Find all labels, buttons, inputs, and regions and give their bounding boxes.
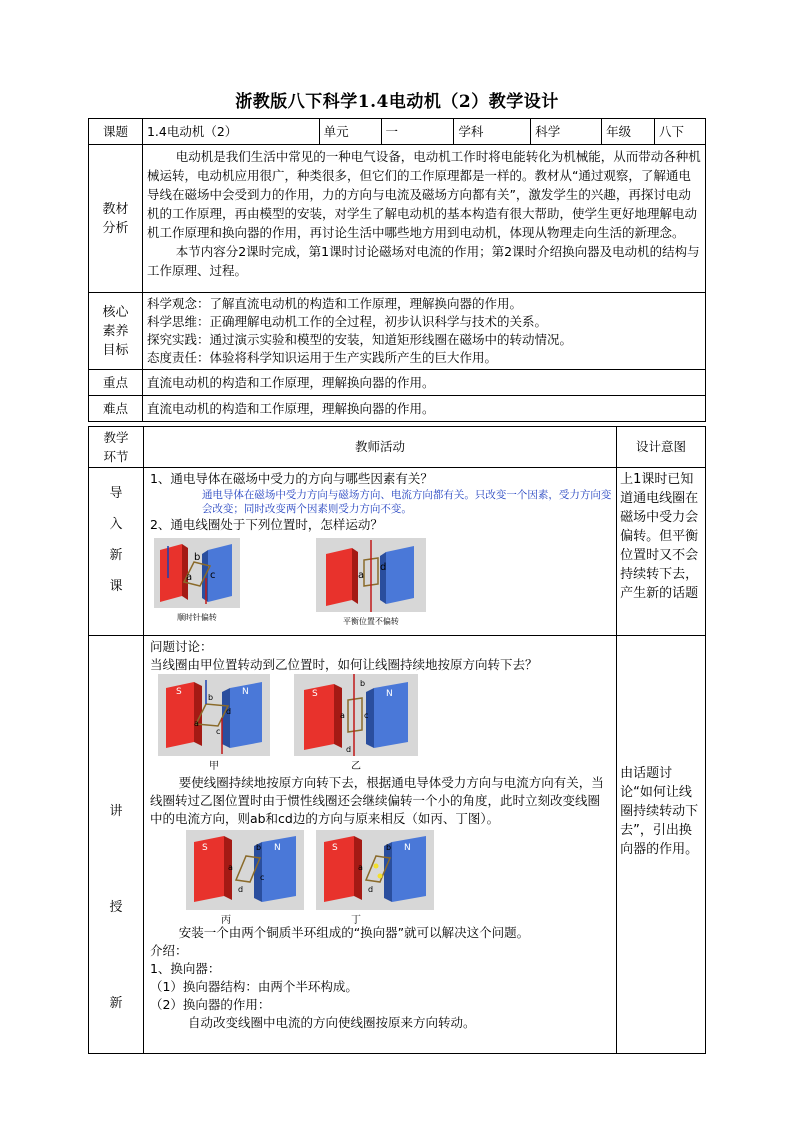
svg-text:a: a bbox=[357, 863, 363, 872]
intro-question-1: 1、通电导体在磁场中受力的方向与哪些因素有关？ bbox=[149, 471, 433, 486]
key-label: 重点 bbox=[89, 370, 143, 396]
caption-ding: 丁 bbox=[350, 915, 361, 926]
intro-answer: 通电导体在磁场中受力方向与磁场方向、电流方向都有关。只改变一个因素，受力方向变会改变；同时改变两个因素则受力方向不变。 bbox=[201, 489, 612, 515]
commutator-structure: （1）换向器结构：由两个半环构成。 bbox=[149, 979, 358, 994]
intro-intent: 上1课时已知道通电线圈在磁场中受力会偏转。但平衡位置时又不会持续转下去，产生新的话题 bbox=[620, 472, 699, 601]
discussion-label: 问题讨论： bbox=[149, 639, 213, 654]
stage-char: 新 bbox=[109, 996, 123, 1011]
coil-figure-jia bbox=[158, 674, 270, 756]
caption-yi: 乙 bbox=[350, 761, 361, 772]
discussion-question: 当线圈由甲位置转动到乙位置时，如何让线圈持续地按原方向转下去？ bbox=[149, 657, 538, 672]
svg-text:d: d bbox=[225, 707, 232, 716]
coil-figure-ding bbox=[316, 830, 434, 910]
stage-char: 导 bbox=[109, 486, 123, 501]
caption-balance: 平衡位置不偏转 bbox=[342, 617, 399, 626]
caption-clockwise: 顺时针偏转 bbox=[176, 613, 217, 622]
commutator-function-detail: 自动改变线圈中电流的方向使线圈按原来方向转动。 bbox=[187, 1015, 476, 1030]
literacy-label bbox=[89, 293, 143, 370]
svg-text:S: S bbox=[331, 843, 338, 853]
svg-text:d: d bbox=[379, 562, 387, 573]
svg-text:N: N bbox=[403, 843, 411, 853]
header-teacher: 教师活动 bbox=[143, 427, 616, 468]
svg-text:c: c bbox=[259, 873, 265, 882]
caption-jia: 甲 bbox=[208, 761, 219, 772]
coil-figure-bing bbox=[186, 830, 304, 910]
grade-value: 八下 bbox=[655, 119, 706, 145]
svg-text:N: N bbox=[241, 687, 249, 697]
coil-figure-clockwise bbox=[154, 538, 240, 608]
subject-value: 科学 bbox=[531, 119, 602, 145]
header-intent: 设计意图 bbox=[617, 427, 706, 468]
info-table bbox=[88, 118, 706, 422]
svg-text:a: a bbox=[193, 719, 199, 728]
stage-char: 讲 bbox=[109, 804, 123, 819]
intro-question-2: 2、通电线圈处于下列位置时，怎样运动？ bbox=[149, 517, 383, 532]
difficult-text: 直流电动机的构造和工作原理，理解换向器的作用。 bbox=[142, 396, 705, 422]
subject-label: 学科 bbox=[454, 119, 531, 145]
svg-text:S: S bbox=[311, 689, 318, 699]
header-stage: 教学环节 bbox=[103, 430, 129, 464]
caption-bing: 丙 bbox=[220, 915, 231, 926]
lecture-paragraph: 要使线圈持续地按原方向转下去，根据通电导体受力方向与电流方向有关，当线圈转过乙图位置时由于惯性线圈还会继续偏转一个小的角度，此时立刻改变线圈中的电流方向，则ab和cd边的方向与原来相反（如丙、丁图）。 bbox=[149, 775, 604, 826]
svg-text:b: b bbox=[385, 843, 392, 852]
grade-label: 年级 bbox=[602, 119, 655, 145]
unit-label: 单元 bbox=[319, 119, 381, 145]
svg-text:S: S bbox=[175, 687, 182, 697]
stage-char: 课 bbox=[109, 579, 123, 594]
commutator-function: （2）换向器的作用： bbox=[149, 997, 271, 1012]
topic-value: 1.4电动机（2） bbox=[142, 119, 319, 145]
coil-figure-balance bbox=[316, 538, 426, 612]
stage-char: 授 bbox=[109, 900, 123, 915]
svg-text:N: N bbox=[273, 843, 281, 853]
literacy-item: 科学思维：正确理解电动机工作的全过程，初步认识科学与技术的关系。 bbox=[146, 314, 547, 329]
svg-text:b: b bbox=[207, 693, 214, 702]
stage-char: 入 bbox=[109, 517, 123, 532]
svg-text:a: a bbox=[357, 570, 365, 581]
literacy-item: 科学观念：了解直流电动机的构造和工作原理，理解换向器的作用。 bbox=[146, 296, 522, 311]
svg-text:b: b bbox=[193, 552, 201, 563]
topic-label: 课题 bbox=[89, 119, 143, 145]
install-text: 安装一个由两个铜质半环组成的“换向器”就可以解决这个问题。 bbox=[178, 925, 530, 940]
coil-figure-yi bbox=[294, 674, 418, 756]
literacy-item: 态度责任：体验将科学知识运用于生产实践所产生的巨大作用。 bbox=[146, 350, 497, 365]
svg-text:b: b bbox=[359, 679, 366, 688]
literacy-label-text: 核心素养目标 bbox=[102, 304, 129, 358]
analysis-paragraph-2: 本节内容分2课时完成，第1课时讨论磁场对电流的作用；第2课时介绍换向器及电动机的结构与工作原理、过程。 bbox=[146, 244, 700, 278]
lecture-intent: 由话题讨论“如何让线圈持续转动下去”，引出换向器的作用。 bbox=[620, 766, 699, 857]
stage-char: 新 bbox=[109, 548, 123, 563]
svg-text:S: S bbox=[201, 843, 208, 853]
analysis-label: 教材分析 bbox=[89, 145, 143, 293]
page-title: 浙教版八下科学1.4电动机（2）教学设计 bbox=[235, 92, 559, 112]
difficult-label: 难点 bbox=[89, 396, 143, 422]
svg-text:d: d bbox=[237, 885, 244, 894]
svg-text:c: c bbox=[209, 570, 216, 581]
svg-text:a: a bbox=[339, 711, 345, 720]
svg-text:c: c bbox=[363, 711, 369, 720]
svg-text:a: a bbox=[227, 863, 233, 872]
svg-text:b: b bbox=[255, 843, 262, 852]
svg-text:d: d bbox=[345, 745, 352, 754]
svg-text:N: N bbox=[385, 689, 393, 699]
key-text: 直流电动机的构造和工作原理，理解换向器的作用。 bbox=[142, 370, 705, 396]
commutator-item: 1、换向器： bbox=[149, 961, 221, 976]
activity-table bbox=[88, 426, 706, 1054]
literacy-item: 探究实践：通过演示实验和模型的安装，知道矩形线圈在磁场中的转动情况。 bbox=[146, 332, 572, 347]
intro-label: 介绍： bbox=[149, 943, 188, 958]
analysis-paragraph-1: 电动机是我们生活中常见的一种电气设备，电动机工作时将电能转化为机械能，从而带动各种机械运转，电动机应用很广，种类很多，但它们的工作原理都是一样的。教材从“通过观察，了解通电导线在磁场中会受到力的作用，力的方向与电流及磁场方向都有关”，激发学生的兴趣，再探讨电动机的工作原理，再由模型的安装，对学生了解电动机的基本构造有很大帮助，使学生更好地理解电动机工作原理和换向器的作用，再讨论生活中哪些地方用到电动机，体现从物理走向生活的新理念。 bbox=[146, 149, 701, 240]
svg-text:a: a bbox=[185, 572, 193, 583]
svg-text:c: c bbox=[215, 727, 221, 736]
svg-text:d: d bbox=[367, 885, 374, 894]
unit-value: 一 bbox=[381, 119, 454, 145]
